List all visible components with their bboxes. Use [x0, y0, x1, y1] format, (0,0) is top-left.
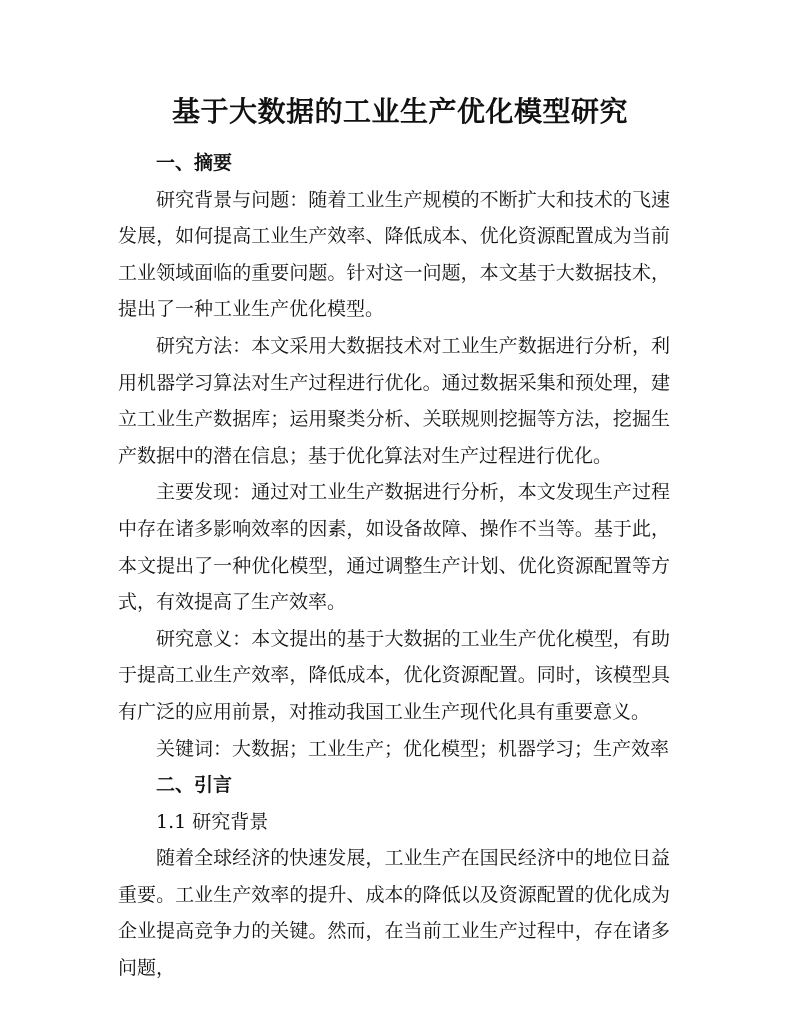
intro-subheading: 1.1 研究背景 [156, 810, 269, 833]
abstract-background-paragraph: 研究背景与问题：随着工业生产规模的不断扩大和技术的飞速发展，如何提高工业生产效率、降低成本、优化资源配置成为当前工业领域面临的重要问题。针对这一问题，本文基于大数据技术，提出了一种工业生产优化模型。 [118, 188, 670, 321]
keywords-line: 关键词：大数据；工业生产；优化模型；机器学习；生产效率 [156, 737, 670, 760]
intro-paragraph: 随着全球经济的快速发展，工业生产在国民经济中的地位日益重要。工业生产效率的提升、成本的降低以及资源配置的优化成为企业提高竞争力的关键。然而，在当前工业生产过程中，存在诸多问题， [118, 847, 670, 980]
abstract-heading: 一、摘要 [156, 152, 233, 174]
abstract-significance-paragraph: 研究意义：本文提出的基于大数据的工业生产优化模型，有助于提高工业生产效率，降低成本，优化资源配置。同时，该模型具有广泛的应用前景，对推动我国工业生产现代化具有重要意义。 [118, 627, 670, 723]
abstract-findings-paragraph: 主要发现：通过对工业生产数据进行分析，本文发现生产过程中存在诸多影响效率的因素，如设备故障、操作不当等。基于此，本文提出了一种优化模型，通过调整生产计划、优化资源配置等方式，有效提高了生产效率。 [118, 481, 670, 614]
abstract-methods-paragraph: 研究方法：本文采用大数据技术对工业生产数据进行分析，利用机器学习算法对生产过程进行优化。通过数据采集和预处理，建立工业生产数据库；运用聚类分析、关联规则挖掘等方法，挖掘生产数据中的潜在信息；基于优化算法对生产过程进行优化。 [118, 334, 670, 467]
document-title: 基于大数据的工业生产优化模型研究 [171, 95, 628, 128]
document-body [118, 145, 670, 987]
intro-heading: 二、引言 [156, 774, 233, 797]
